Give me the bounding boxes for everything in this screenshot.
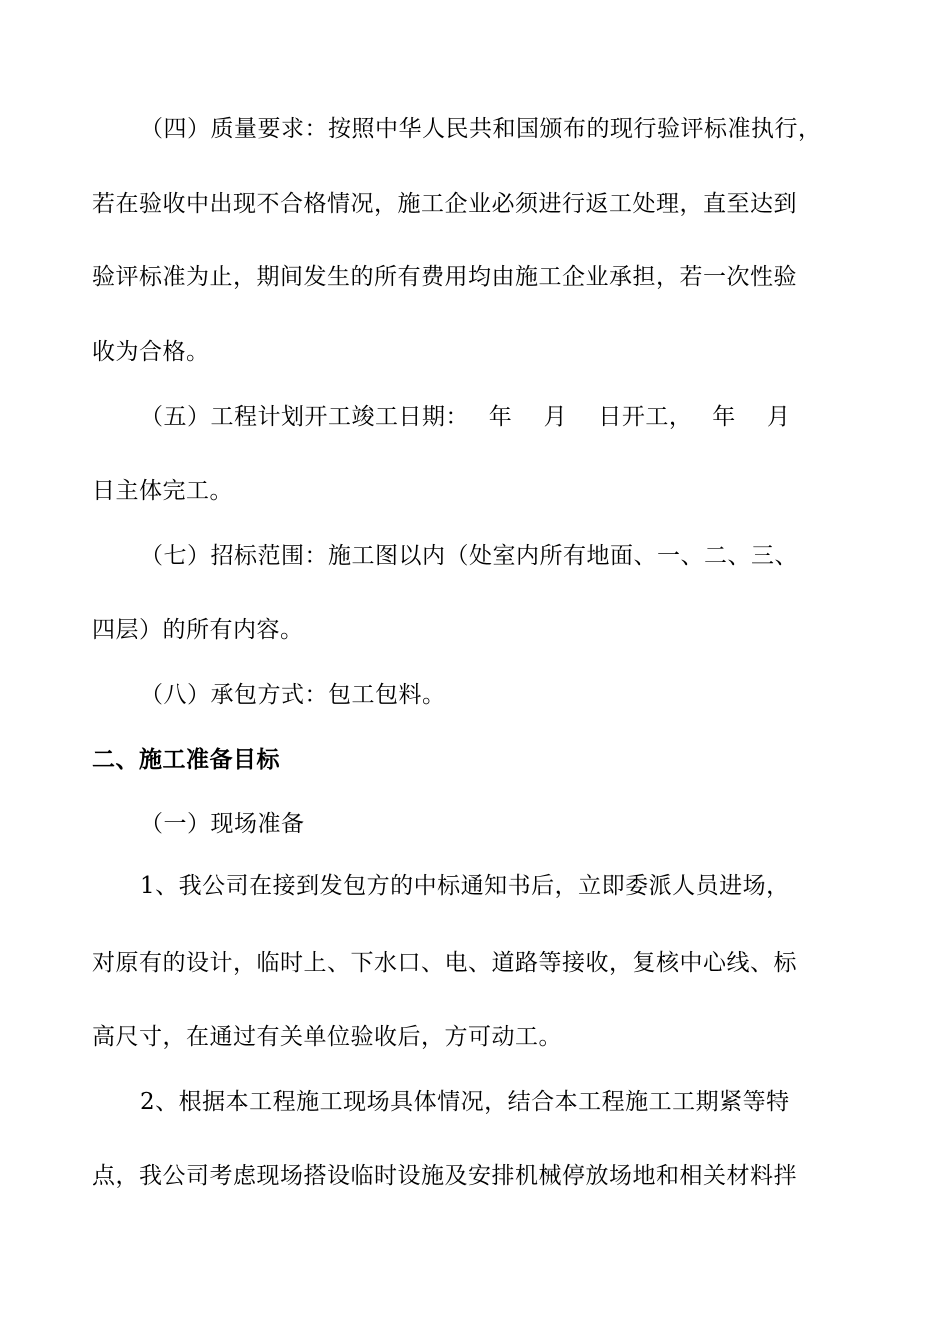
paragraph-schedule-line-1: （五）工程计划开工竣工日期： 年 月 日开工， 年 月 xyxy=(140,404,791,430)
paragraph-quality-line-1: （四）质量要求：按照中华人民共和国颁布的现行验评标准执行， xyxy=(140,116,822,142)
paragraph-schedule-line-2: 日主体完工。 xyxy=(92,478,233,504)
paragraph-scope-line-1: （七）招标范围：施工图以内（处室内所有地面、一、二、三、 xyxy=(140,543,798,569)
paragraph-item-1-line-3: 高尺寸，在通过有关单位验收后，方可动工。 xyxy=(92,1024,562,1050)
paragraph-item-2-line-2: 点，我公司考虑现场搭设临时设施及安排机械停放场地和相关材料拌 xyxy=(92,1163,797,1189)
paragraph-quality-line-3: 验评标准为止，期间发生的所有费用均由施工企业承担，若一次性验 xyxy=(92,264,797,290)
section-heading-preparation: 二、施工准备目标 xyxy=(92,746,280,773)
paragraph-scope-line-2: 四层）的所有内容。 xyxy=(92,617,304,643)
paragraph-item-2-line-1: 2、根据本工程施工现场具体情况，结合本工程施工工期紧等特 xyxy=(140,1089,790,1115)
paragraph-quality-line-4: 收为合格。 xyxy=(92,339,210,365)
paragraph-item-1-line-1: 1、我公司在接到发包方的中标通知书后，立即委派人员进场， xyxy=(140,873,790,899)
paragraph-item-1-line-2: 对原有的设计，临时上、下水口、电、道路等接收，复核中心线、标 xyxy=(92,950,797,976)
paragraph-contract-mode: （八）承包方式：包工包料。 xyxy=(140,682,446,708)
subheading-site-preparation: （一）现场准备 xyxy=(140,811,305,837)
paragraph-quality-line-2: 若在验收中出现不合格情况，施工企业必须进行返工处理，直至达到 xyxy=(92,191,797,217)
